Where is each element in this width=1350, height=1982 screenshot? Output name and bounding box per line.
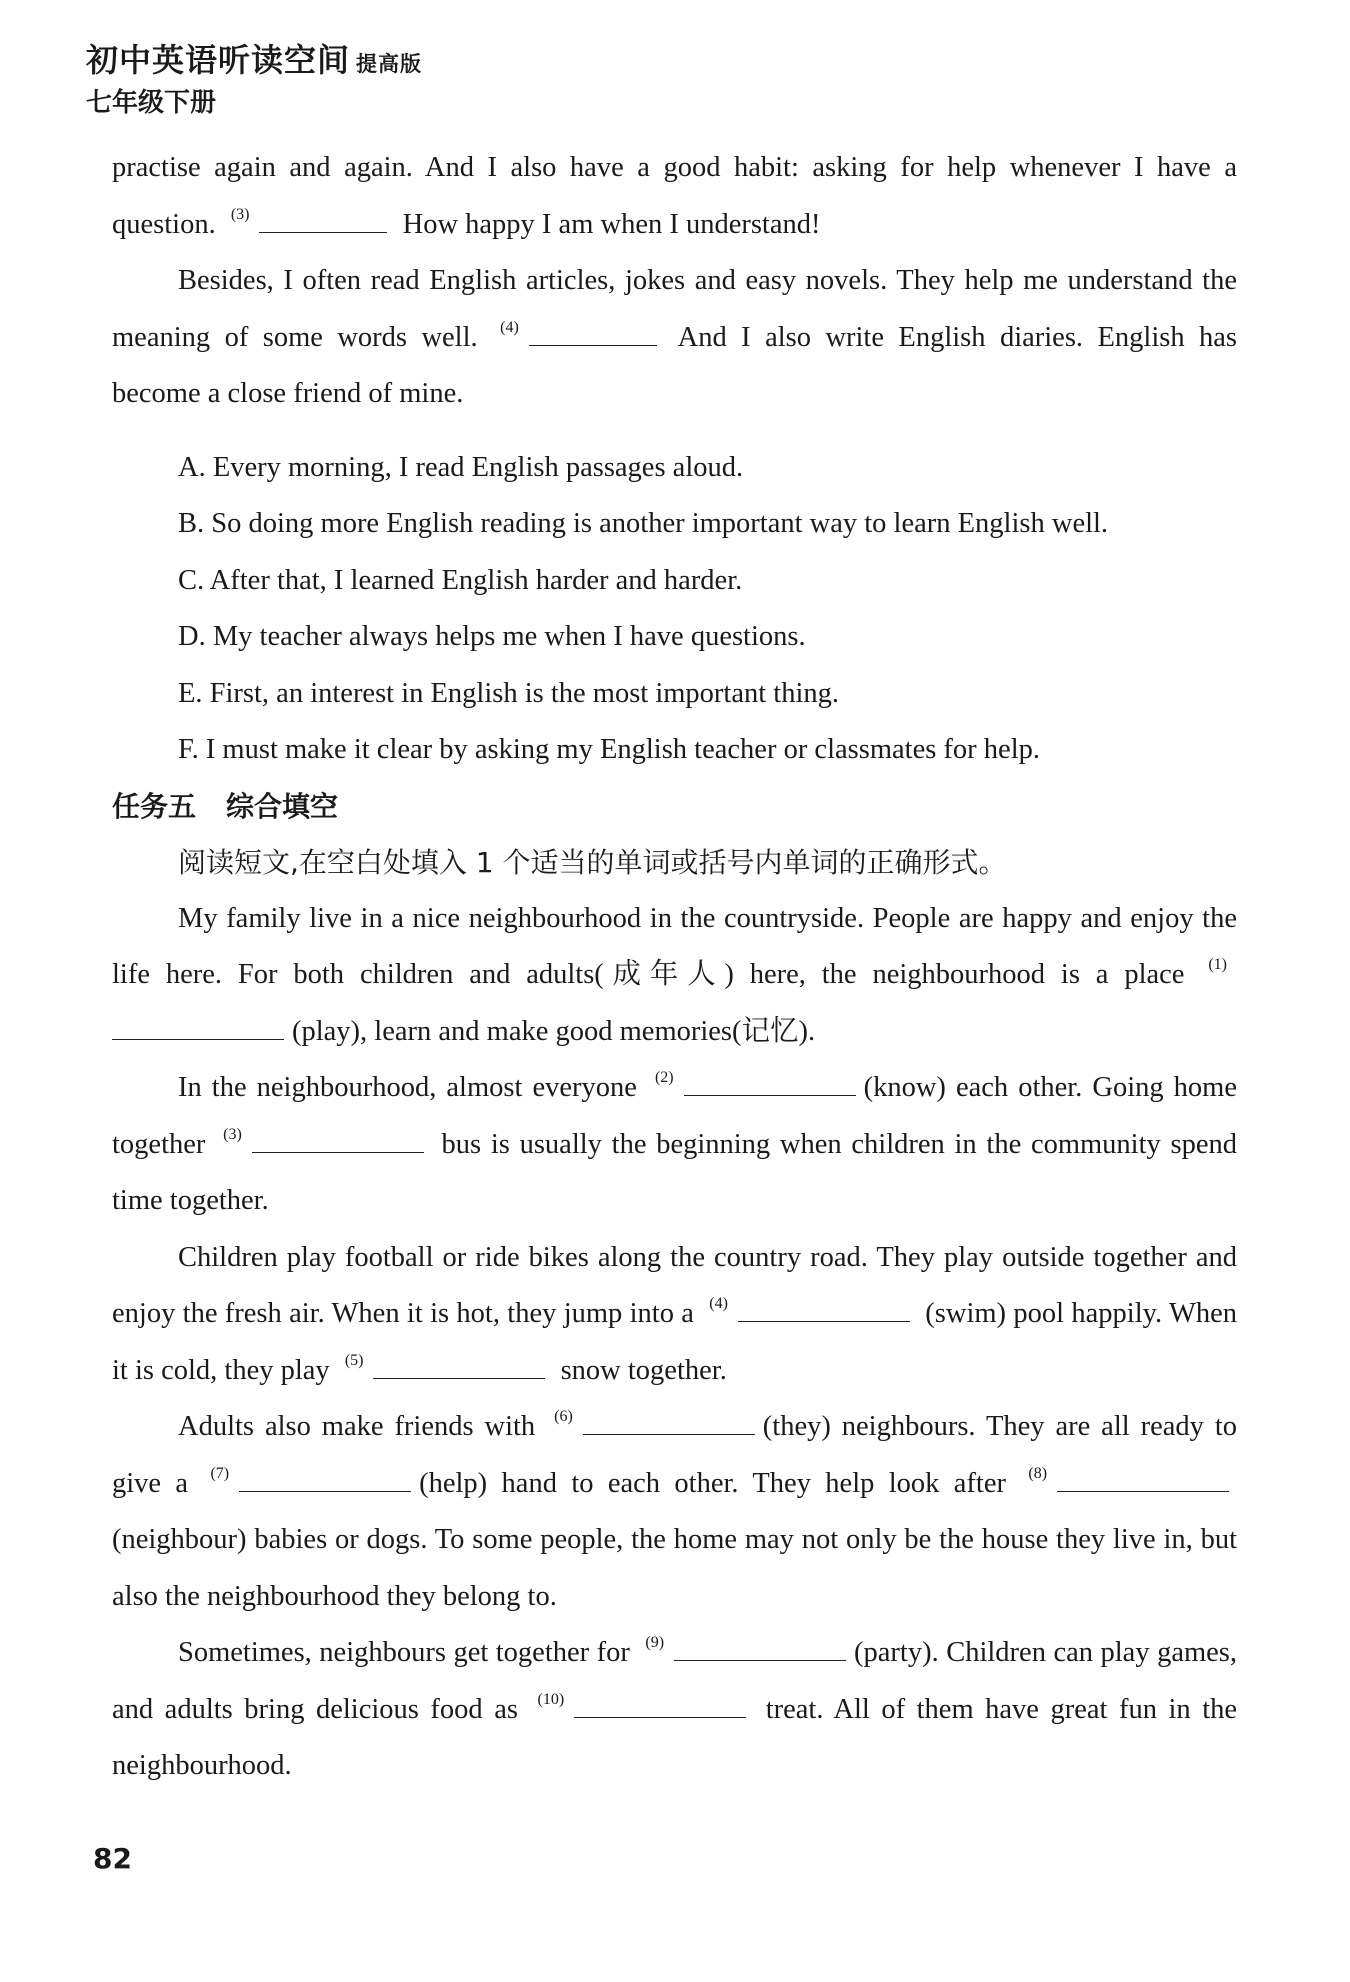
blank-number: (3) xyxy=(223,1125,242,1143)
paragraph-b3 xyxy=(112,1230,1237,1400)
blank-line xyxy=(112,1019,284,1040)
paragraph-b1 xyxy=(112,891,1237,1061)
blank-line xyxy=(239,1471,411,1492)
text: (swim) pool happily. When it is cold, they play xyxy=(112,1298,1237,1386)
blank-number: (4) xyxy=(500,318,519,336)
text: Besides, I often read English articles, jokes and easy novels. They help me understand the meaning of some words well. xyxy=(112,265,1237,353)
text: (help) hand to each other. They help look after xyxy=(419,1467,1006,1499)
blank-line xyxy=(684,1075,856,1096)
blank-number: (5) xyxy=(344,1351,364,1369)
option-f: F. I must make it clear by asking my English teacher or classmates for help. xyxy=(178,734,1040,765)
paragraph-a2 xyxy=(112,253,1237,423)
blank-line xyxy=(738,1301,910,1322)
option-c: C. After that, I learned English harder and harder. xyxy=(178,564,743,596)
text: bus is usually the beginning when children in the community spend time together. xyxy=(112,1128,1237,1216)
option-d: D. My teacher always helps me when I have questions. xyxy=(178,621,806,652)
text: Adults also make friends with xyxy=(178,1411,536,1442)
text: In the neighbourhood, almost everyone xyxy=(178,1072,637,1103)
blank-number: (4) xyxy=(709,1295,728,1312)
text: (play), learn and make good memories(记忆). xyxy=(292,1015,816,1047)
section-number: 任务五 xyxy=(112,789,197,823)
page-body xyxy=(112,140,1237,1795)
page-number: 82 xyxy=(93,1842,132,1875)
instruction: 阅读短文,在空白处填入 1 个适当的单词或括号内单词的正确形式。 xyxy=(178,845,1007,879)
blank-number: (7) xyxy=(210,1464,230,1482)
blank-number: (6) xyxy=(554,1408,573,1425)
blank-number: (9) xyxy=(645,1634,665,1651)
text: practise again and again. And I also have a good habit: asking for help whenever I have a question. xyxy=(112,152,1237,240)
blank-number: (8) xyxy=(1028,1464,1048,1482)
blank-line xyxy=(1057,1471,1229,1492)
blank-line xyxy=(252,1132,424,1153)
option-b: B. So doing more English reading is another important way to learn English well. xyxy=(178,508,1109,539)
text: (know) each other. Going home together xyxy=(112,1072,1238,1160)
text: Sometimes, neighbours get together for xyxy=(178,1637,630,1668)
text: My family live in a nice neighbourhood in the countryside. People are happy and enjoy the life here. For both children and adults(成年人) here, the neighbourhood is a place xyxy=(112,902,1237,990)
blank-number: (1) xyxy=(1208,956,1227,973)
text: snow together. xyxy=(560,1354,727,1386)
book-subtitle: 七年级下册 xyxy=(86,88,217,118)
text: (they) neighbours. They are all ready to give a xyxy=(112,1411,1237,1499)
options-list xyxy=(112,440,1237,779)
paragraph-a1 xyxy=(112,140,1237,253)
blank-number: (3) xyxy=(230,205,250,223)
paragraph-b5 xyxy=(112,1625,1237,1795)
blank-line xyxy=(259,212,387,233)
text: Children play football or ride bikes along the country road. They play outside together and enjoy the fresh air. When it is hot, they jump into a xyxy=(112,1241,1237,1329)
text: (party). Children can play games, and adults bring delicious food as xyxy=(112,1637,1238,1725)
blank-line xyxy=(583,1414,755,1435)
blank-line xyxy=(373,1358,545,1379)
option-e: E. First, an interest in English is the most important thing. xyxy=(178,677,839,709)
blank-number: (10) xyxy=(537,1690,565,1708)
blank-number: (2) xyxy=(654,1069,674,1086)
text: And I also write English diaries. English has become a close friend of mine. xyxy=(112,321,1238,409)
book-title xyxy=(86,40,422,84)
paragraph-b2 xyxy=(112,1060,1237,1230)
text: treat. All of them have great fun in the neighbourhood. xyxy=(112,1693,1238,1781)
section-name: 综合填空 xyxy=(226,789,339,823)
option-a: A. Every morning, I read English passages aloud. xyxy=(178,451,744,483)
paragraph-b4 xyxy=(112,1399,1237,1625)
section-heading xyxy=(112,779,1237,835)
text: (neighbour) babies or dogs. To some people, the home may not only be the house they live in, but also the neighbourhood they belong to. xyxy=(112,1524,1237,1612)
book-title-text: 初中英语听读空间 xyxy=(86,41,351,79)
edition-label: 提高版 xyxy=(356,52,423,76)
running-header xyxy=(86,40,422,120)
blank-line xyxy=(574,1697,746,1718)
text: How happy I am when I understand! xyxy=(402,208,821,240)
blank-line xyxy=(529,325,657,346)
blank-line xyxy=(674,1640,846,1661)
